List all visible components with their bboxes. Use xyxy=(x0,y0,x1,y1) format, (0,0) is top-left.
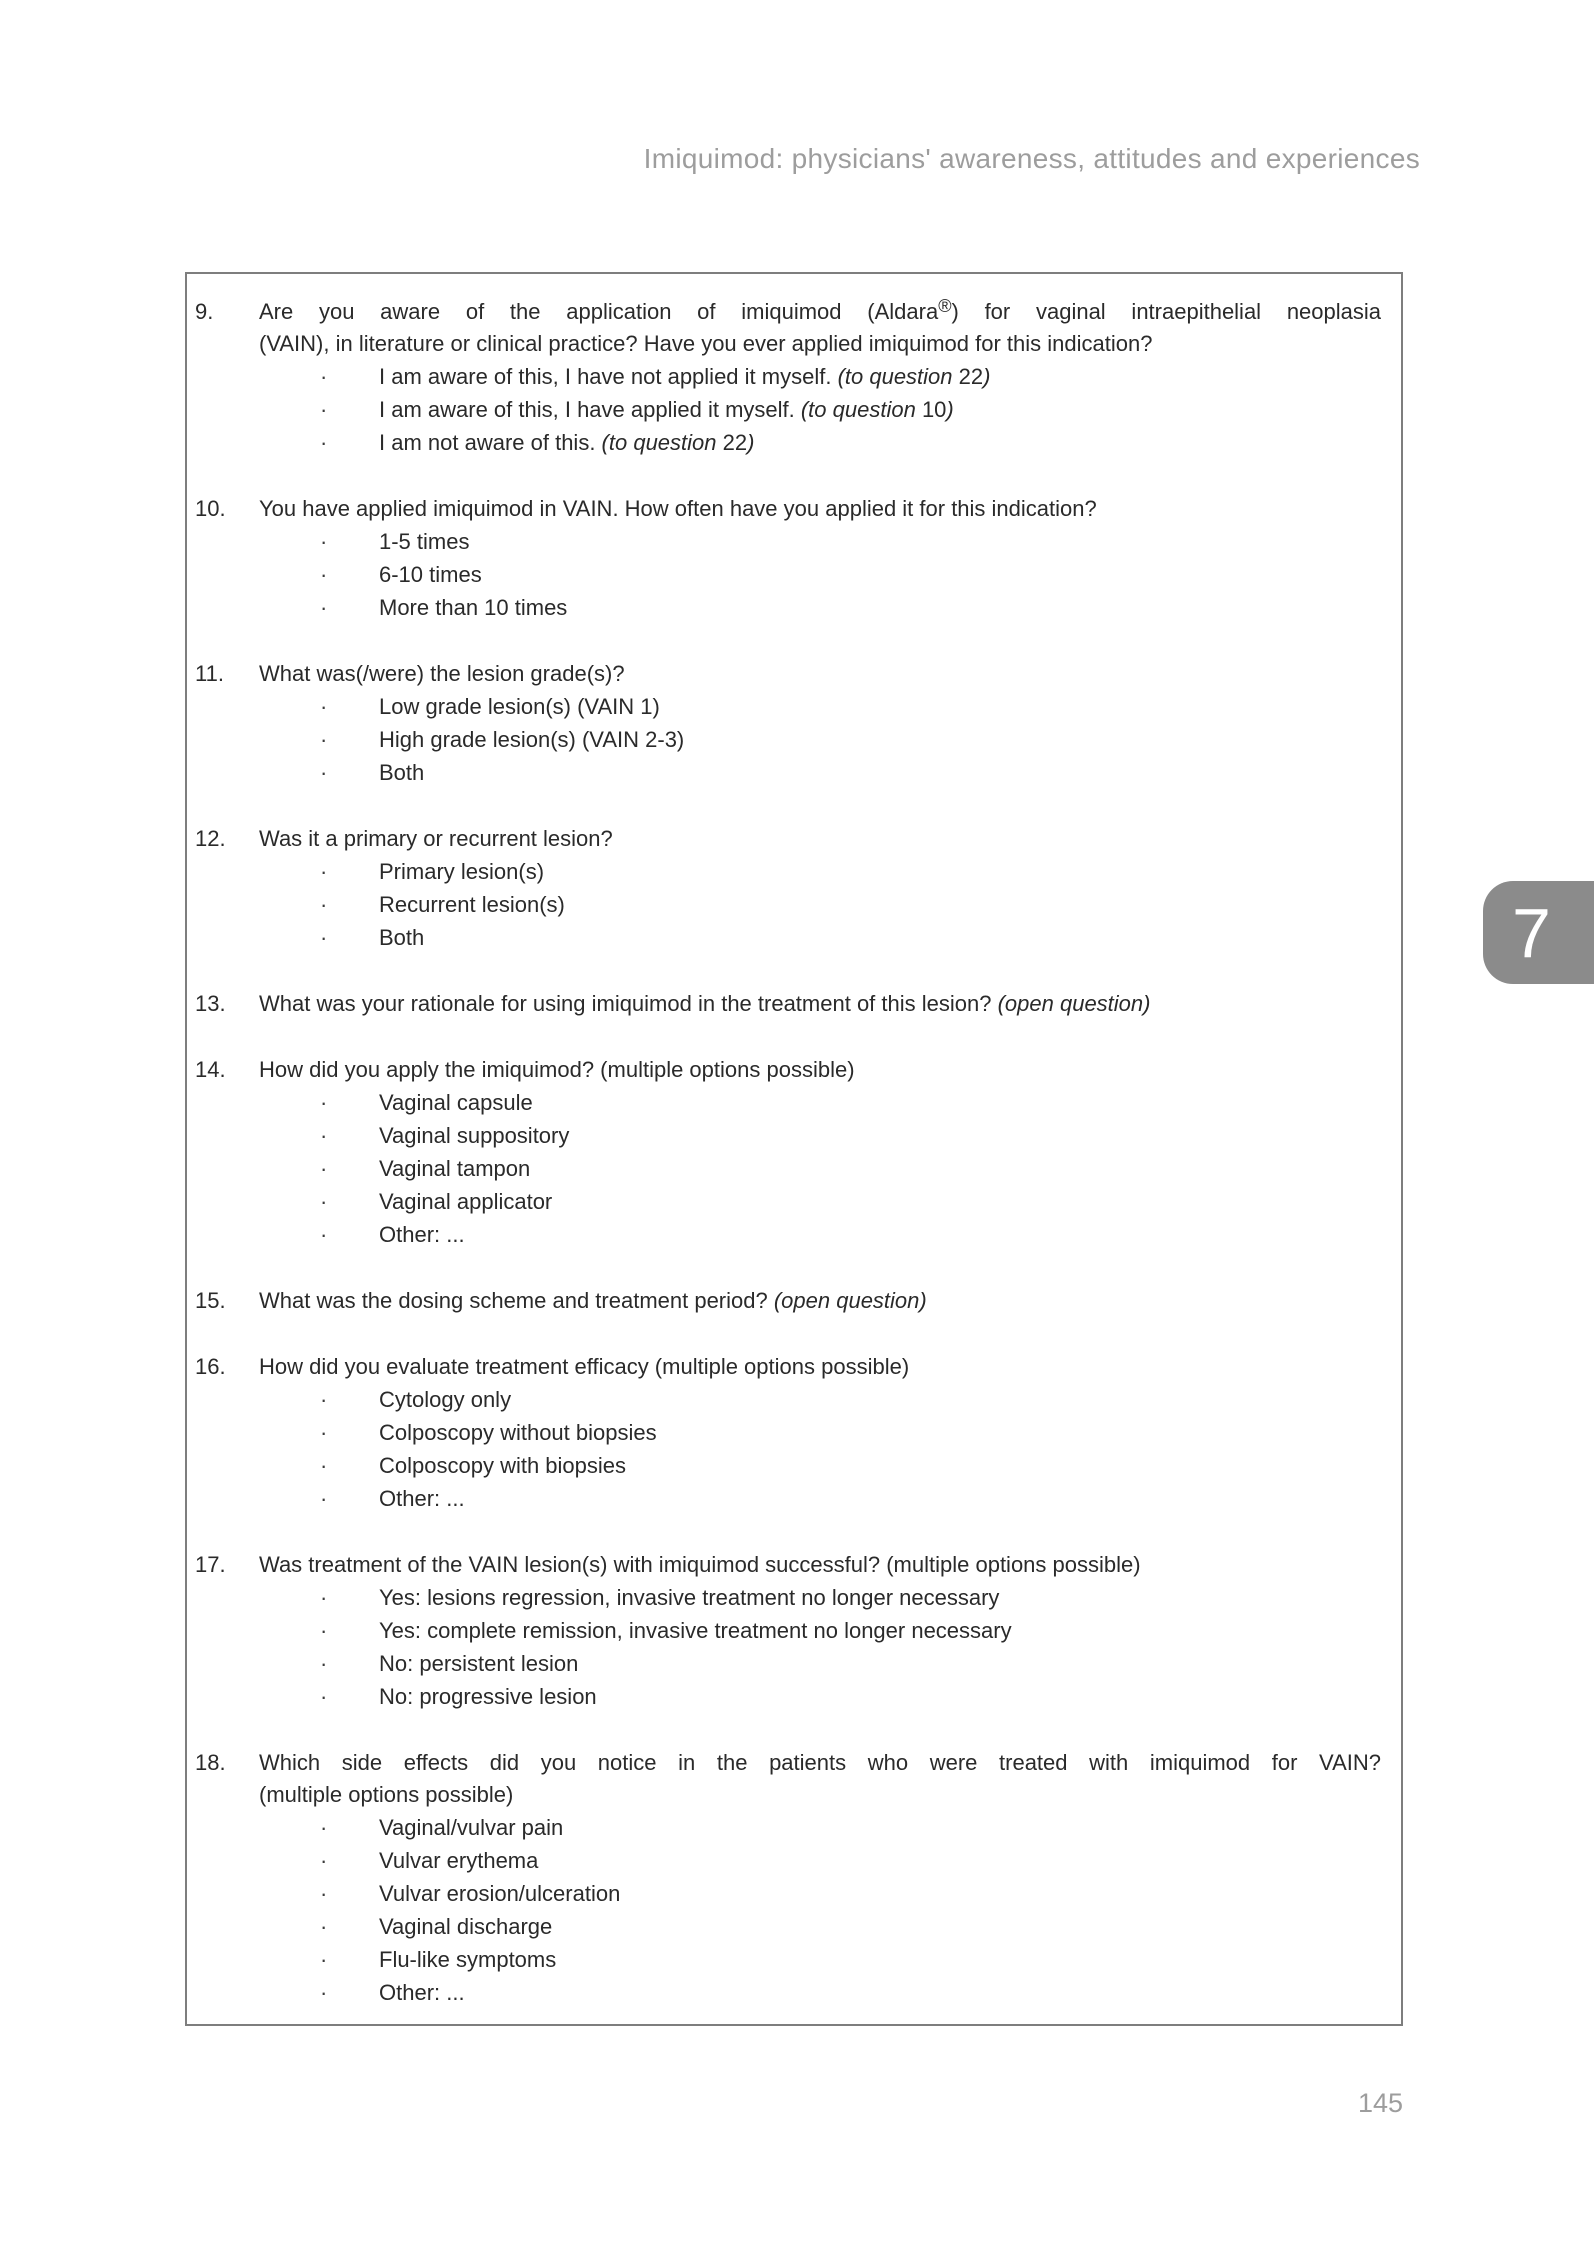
option-label xyxy=(379,1185,1381,1218)
option-label xyxy=(379,1647,1381,1680)
option-label xyxy=(379,690,1381,723)
question xyxy=(187,1054,1381,1251)
text-segment: Vulvar erosion/ulceration xyxy=(379,1881,621,1906)
option-label xyxy=(379,1877,1381,1910)
bullet-icon: · xyxy=(320,1453,328,1478)
option-item xyxy=(259,1152,1381,1185)
text-segment: More than 10 times xyxy=(379,595,568,620)
text-segment: 1-5 times xyxy=(379,529,470,554)
text-segment: Flu-like symptoms xyxy=(379,1947,557,1972)
option-item xyxy=(259,393,1381,426)
bullet-icon: · xyxy=(320,1980,328,2005)
option-item xyxy=(259,690,1381,723)
question-text xyxy=(259,296,1381,328)
bullet-icon: · xyxy=(320,1486,328,1511)
option-item xyxy=(259,525,1381,558)
option-label xyxy=(379,1119,1381,1152)
option-label xyxy=(379,393,1381,426)
running-header: Imiquimod: physicians' awareness, attitudes and experiences xyxy=(643,143,1420,174)
option-item xyxy=(259,921,1381,954)
option-item xyxy=(259,1647,1381,1680)
option-label xyxy=(379,426,1381,459)
text-segment: Other: ... xyxy=(379,1222,465,1247)
option-item xyxy=(259,1449,1381,1482)
registered-trademark-symbol: ® xyxy=(938,296,952,317)
text-segment: Cytology only xyxy=(379,1387,512,1412)
question xyxy=(187,1549,1381,1713)
option-item xyxy=(259,1943,1381,1976)
option-label xyxy=(379,888,1381,921)
bullet-icon: · xyxy=(320,1123,328,1148)
question-number: 18. xyxy=(195,1750,226,1775)
bullet-icon: · xyxy=(320,1222,328,1247)
text-segment: (multiple options possible) xyxy=(259,1782,514,1807)
bullet-icon: · xyxy=(320,595,328,620)
option-item xyxy=(259,1383,1381,1416)
text-segment: Which side effects did you notice in the patients who were treated with imiquimod for VAIN? xyxy=(259,1750,1381,1775)
bullet-icon: · xyxy=(320,892,328,917)
option-label xyxy=(379,921,1381,954)
text-segment: ) xyxy=(747,430,755,455)
bullet-icon: · xyxy=(320,562,328,587)
bullet-icon: · xyxy=(320,727,328,752)
text-segment: Recurrent lesion(s) xyxy=(379,892,565,917)
text-segment: ) xyxy=(946,397,954,422)
question-text xyxy=(259,988,1381,1020)
text-segment: Vaginal discharge xyxy=(379,1914,553,1939)
option-item xyxy=(259,756,1381,789)
text-segment: Primary lesion(s) xyxy=(379,859,545,884)
bullet-icon: · xyxy=(320,1420,328,1445)
question-number: 10. xyxy=(195,496,226,521)
option-label xyxy=(379,360,1381,393)
text-segment: Are you aware of the application of imiquimod (Aldara xyxy=(259,299,939,324)
question xyxy=(187,823,1381,954)
bullet-icon: · xyxy=(320,364,328,389)
text-segment: What was(/were) the lesion grade(s)? xyxy=(259,661,625,686)
text-segment: (to question xyxy=(601,430,717,455)
bullet-icon: · xyxy=(320,529,328,554)
option-label xyxy=(379,756,1381,789)
option-item xyxy=(259,1680,1381,1713)
question-text xyxy=(259,328,1381,360)
bullet-icon: · xyxy=(320,430,328,455)
question-body xyxy=(259,493,1381,624)
option-label xyxy=(379,1943,1381,1976)
text-segment: High grade lesion(s) (VAIN 2-3) xyxy=(379,727,685,752)
option-item xyxy=(259,360,1381,393)
bullet-icon: · xyxy=(320,694,328,719)
option-item xyxy=(259,1614,1381,1647)
text-segment: (to question xyxy=(837,364,953,389)
option-label xyxy=(379,1581,1381,1614)
question-number: 16. xyxy=(195,1354,226,1379)
question xyxy=(187,1285,1381,1317)
option-item xyxy=(259,1086,1381,1119)
question-text xyxy=(259,658,1381,690)
text-segment: Vaginal suppository xyxy=(379,1123,570,1148)
option-label xyxy=(379,1449,1381,1482)
option-label xyxy=(379,1383,1381,1416)
option-item xyxy=(259,1482,1381,1515)
question-text xyxy=(259,1351,1381,1383)
chapter-tab xyxy=(1483,881,1594,984)
text-segment: Vaginal/vulvar pain xyxy=(379,1815,564,1840)
question-body xyxy=(259,1351,1381,1515)
text-segment: 6-10 times xyxy=(379,562,482,587)
question-text xyxy=(259,823,1381,855)
option-label xyxy=(379,1910,1381,1943)
text-segment: I am not aware of this. xyxy=(379,430,602,455)
text-segment: (to question xyxy=(800,397,916,422)
option-label xyxy=(379,1614,1381,1647)
bullet-icon: · xyxy=(320,1387,328,1412)
option-item xyxy=(259,1119,1381,1152)
bullet-icon: · xyxy=(320,1848,328,1873)
text-segment: Low grade lesion(s) (VAIN 1) xyxy=(379,694,660,719)
option-item xyxy=(259,888,1381,921)
bullet-icon: · xyxy=(320,925,328,950)
text-segment: Colposcopy without biopsies xyxy=(379,1420,657,1445)
text-segment: ) xyxy=(983,364,991,389)
question xyxy=(187,296,1381,459)
text-segment: ) for vaginal intraepithelial neoplasia xyxy=(951,299,1382,324)
option-item xyxy=(259,558,1381,591)
option-label xyxy=(379,1218,1381,1251)
text-segment: Other: ... xyxy=(379,1486,465,1511)
bullet-icon: · xyxy=(320,1618,328,1643)
question-body xyxy=(259,1285,1381,1317)
bullet-icon: · xyxy=(320,1156,328,1181)
text-segment: Colposcopy with biopsies xyxy=(379,1453,627,1478)
option-label xyxy=(379,1680,1381,1713)
question-body xyxy=(259,988,1381,1020)
bullet-icon: · xyxy=(320,1947,328,1972)
option-label xyxy=(379,1811,1381,1844)
option-item xyxy=(259,1185,1381,1218)
question-text xyxy=(259,1549,1381,1581)
option-item xyxy=(259,1877,1381,1910)
text-segment: Vaginal applicator xyxy=(379,1189,553,1214)
bullet-icon: · xyxy=(320,1815,328,1840)
option-label xyxy=(379,723,1381,756)
chapter-number: 7 xyxy=(1512,893,1551,972)
bullet-icon: · xyxy=(320,397,328,422)
option-item xyxy=(259,1581,1381,1614)
question-number: 14. xyxy=(195,1057,226,1082)
text-segment: Both xyxy=(379,925,425,950)
text-segment: What was your rationale for using imiquimod in the treatment of this lesion? xyxy=(259,991,998,1016)
option-label xyxy=(379,1976,1381,2009)
question-number: 12. xyxy=(195,826,226,851)
text-segment: No: persistent lesion xyxy=(379,1651,579,1676)
question-number: 11. xyxy=(195,661,224,686)
question-body xyxy=(259,658,1381,789)
bullet-icon: · xyxy=(320,1914,328,1939)
text-segment: (open question) xyxy=(997,991,1151,1016)
option-item xyxy=(259,723,1381,756)
text-segment: Was treatment of the VAIN lesion(s) with imiquimod successful? (multiple options possible) xyxy=(259,1552,1141,1577)
bullet-icon: · xyxy=(320,1684,328,1709)
text-segment: I am aware of this, I have not applied it myself. xyxy=(379,364,838,389)
question-body xyxy=(259,1747,1381,2009)
bullet-icon: · xyxy=(320,760,328,785)
option-label xyxy=(379,1152,1381,1185)
text-segment: Yes: complete remission, invasive treatment no longer necessary xyxy=(379,1618,1012,1643)
question xyxy=(187,1351,1381,1515)
option-item xyxy=(259,855,1381,888)
text-segment: Was it a primary or recurrent lesion? xyxy=(259,826,613,851)
option-label xyxy=(379,591,1381,624)
bullet-icon: · xyxy=(320,1881,328,1906)
question-text xyxy=(259,1054,1381,1086)
option-label xyxy=(379,1416,1381,1449)
option-item xyxy=(259,1218,1381,1251)
question-number: 9. xyxy=(195,299,214,324)
option-item xyxy=(259,1910,1381,1943)
text-segment: Yes: lesions regression, invasive treatment no longer necessary xyxy=(379,1585,1000,1610)
option-item xyxy=(259,1811,1381,1844)
option-item xyxy=(259,1416,1381,1449)
text-segment: I am aware of this, I have applied it myself. xyxy=(379,397,801,422)
text-segment: You have applied imiquimod in VAIN. How often have you applied it for this indication? xyxy=(259,496,1097,521)
option-label xyxy=(379,525,1381,558)
option-item xyxy=(259,1976,1381,2009)
text-segment: What was the dosing scheme and treatment period? xyxy=(259,1288,774,1313)
option-label xyxy=(379,1482,1381,1515)
bullet-icon: · xyxy=(320,1090,328,1115)
text-segment: 22 xyxy=(716,430,748,455)
text-segment: (open question) xyxy=(773,1288,927,1313)
question-body xyxy=(259,823,1381,954)
bullet-icon: · xyxy=(320,859,328,884)
option-label xyxy=(379,855,1381,888)
text-segment: No: progressive lesion xyxy=(379,1684,597,1709)
question-number: 15. xyxy=(195,1288,226,1313)
questions xyxy=(187,296,1381,2009)
text-segment: (VAIN), in literature or clinical practice? Have you ever applied imiquimod for this indication? xyxy=(259,331,1153,356)
text-segment: Vulvar erythema xyxy=(379,1848,539,1873)
text-segment: 10 xyxy=(915,397,947,422)
questionnaire-box xyxy=(185,272,1403,2026)
bullet-icon: · xyxy=(320,1585,328,1610)
question-body xyxy=(259,1054,1381,1251)
text-segment: Vaginal tampon xyxy=(379,1156,531,1181)
bullet-icon: · xyxy=(320,1189,328,1214)
option-label xyxy=(379,1086,1381,1119)
question-number: 13. xyxy=(195,991,226,1016)
page-number: 145 xyxy=(1357,2088,1403,2118)
text-segment: 22 xyxy=(952,364,984,389)
text-segment: How did you evaluate treatment efficacy (multiple options possible) xyxy=(259,1354,910,1379)
question xyxy=(187,658,1381,789)
option-item xyxy=(259,1844,1381,1877)
question-text xyxy=(259,493,1381,525)
option-label xyxy=(379,558,1381,591)
bullet-icon: · xyxy=(320,1651,328,1676)
question xyxy=(187,493,1381,624)
question-number: 17. xyxy=(195,1552,226,1577)
question-text xyxy=(259,1285,1381,1317)
option-item xyxy=(259,591,1381,624)
text-segment: Both xyxy=(379,760,425,785)
question-text xyxy=(259,1779,1381,1811)
question-body xyxy=(259,1549,1381,1713)
option-item xyxy=(259,426,1381,459)
question-body xyxy=(259,296,1381,459)
question-text xyxy=(259,1747,1381,1779)
question xyxy=(187,1747,1381,2009)
text-segment: How did you apply the imiquimod? (multiple options possible) xyxy=(259,1057,855,1082)
text-segment: Vaginal capsule xyxy=(379,1090,533,1115)
option-label xyxy=(379,1844,1381,1877)
text-segment: Other: ... xyxy=(379,1980,465,2005)
question xyxy=(187,988,1381,1020)
